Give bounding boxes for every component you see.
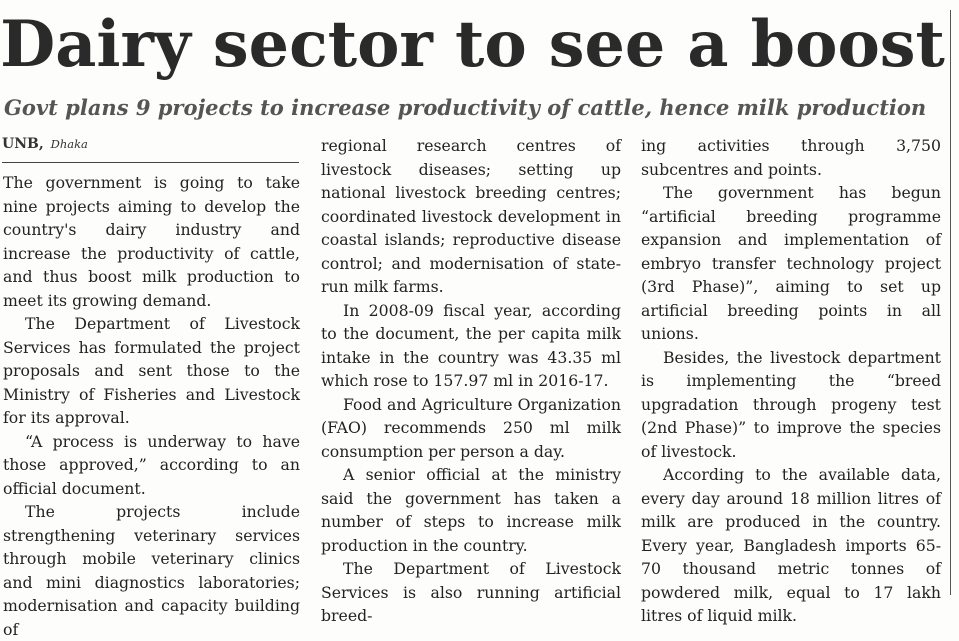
byline-place: Dhaka — [50, 137, 88, 151]
paragraph: The government has begun “artificial breeding programme expansion and implementation of embryo transfer technology project (3rd Phase)”, aiming to set up artificial breeding points in all unions. — [641, 183, 941, 343]
paragraph: A senior official at the ministry said the government has taken a number of steps to increase milk production in the country. — [321, 465, 621, 555]
paragraph: The projects include strengthening veterinary services through mobile veterinary clinics and mini diagnostics laboratories; modernisation and capacity building of — [3, 502, 300, 639]
paragraph: The Department of Livestock Services has formulated the project proposals and sent those to the Ministry of Fisheries and Livestock for its approval. — [3, 314, 300, 427]
article-column-2 — [321, 134, 621, 628]
headline: Dairy sector to see a boost — [0, 6, 945, 81]
paragraph: ing activities through 3,750 subcentres and points. — [641, 136, 941, 179]
paragraph: According to the available data, every day around 18 million litres of milk are produced in the country. Every year, Bangladesh imports 65-70 thousand metric tonnes of powdered milk, equal to 17 lakh litres of liquid milk. — [641, 465, 941, 625]
paragraph: Besides, the livestock department is implementing the “breed upgradation through progeny test (2nd Phase)” to improve the species of livestock. — [641, 347, 941, 461]
byline — [2, 136, 88, 152]
paragraph: Food and Agriculture Organization (FAO) recommends 250 ml milk consumption per person a day. — [321, 394, 621, 461]
column-rule — [950, 10, 951, 595]
paragraph: In 2008-09 fiscal year, according to the document, the per capita milk intake in the country was 43.35 ml which rose to 157.97 ml in 2016-17. — [321, 300, 621, 390]
paragraph: The government is going to take nine projects aiming to develop the country's dairy industry and increase the productivity of cattle, and thus boost milk production to meet its growing demand. — [3, 173, 300, 310]
article-column-3 — [641, 134, 941, 628]
byline-agency: UNB, — [2, 136, 44, 152]
subheadline: Govt plans 9 projects to increase productivity of cattle, hence milk production — [4, 95, 927, 120]
paragraph: The Department of Livestock Services is also running artificial breed- — [321, 559, 621, 625]
article-column-1 — [3, 171, 300, 641]
byline-rule — [2, 162, 299, 163]
paragraph: “A process is underway to have those approved,” according to an official document. — [3, 431, 300, 498]
paragraph: regional research centres of livestock diseases; setting up national livestock breeding centres; coordinated livestock development in coastal islands; reproductive disease control; and modernisation of state-run milk farms. — [321, 136, 621, 296]
